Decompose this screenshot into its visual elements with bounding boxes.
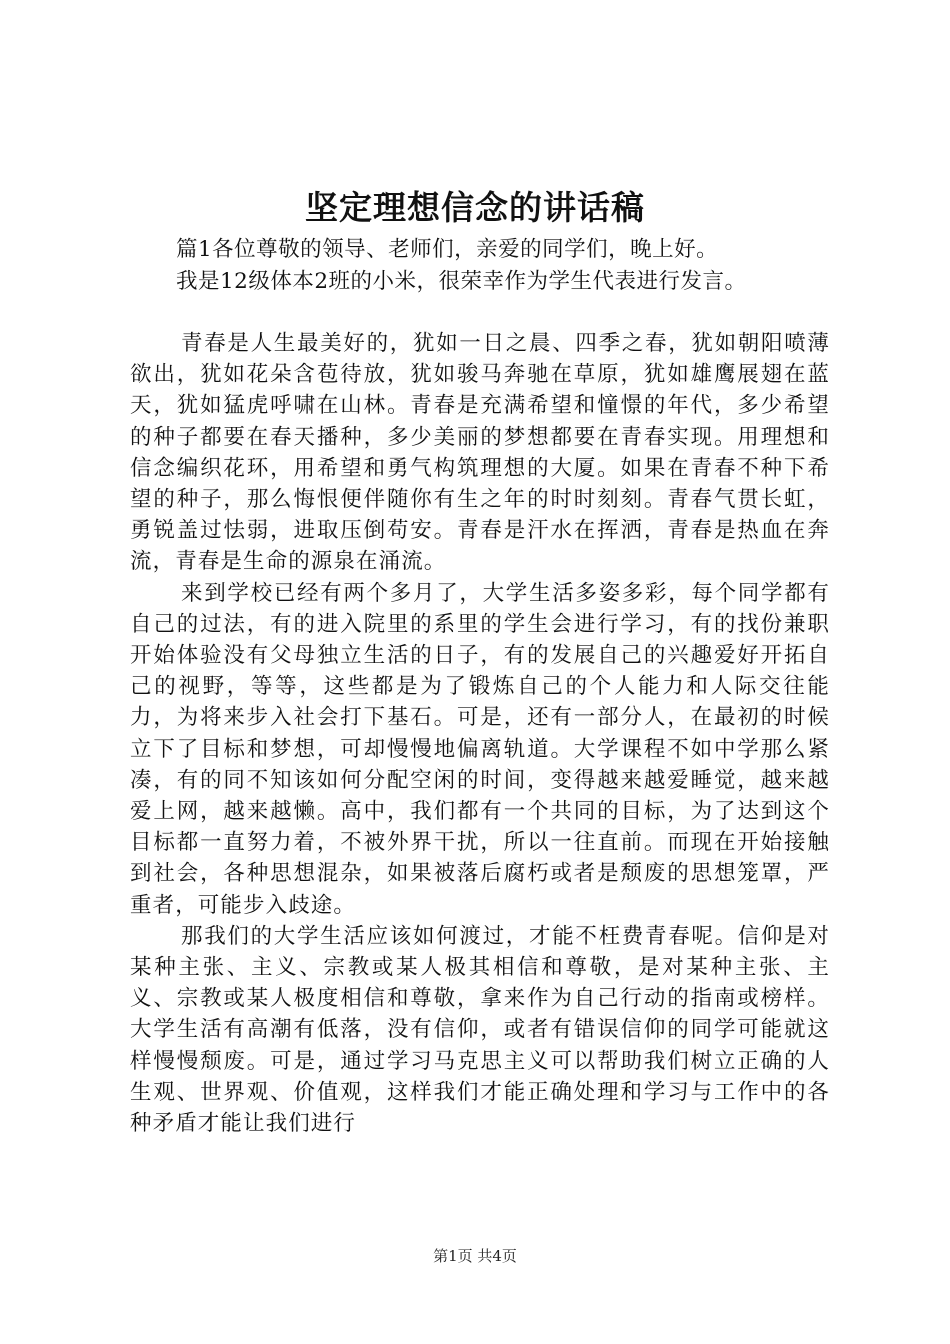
- paragraph-belief: 那我们的大学生活应该如何渡过，才能不枉费青春呢。信仰是对某种主张、主义、宗教或某人极其相信和尊敬，是对某种主张、主义、宗教或某人极度相信和尊敬，拿来作为自己行动的指南或榜样。大学生活有高潮有低落，没有信仰，或者有错误信仰的同学可能就这样慢慢颓废。可是，通过学习马克思主义可以帮助我们树立正确的人生观、世界观、价值观，这样我们才能正确处理和学习与工作中的各种矛盾才能让我们进行: [130, 923, 830, 1137]
- paragraph-youth: 青春是人生最美好的，犹如一日之晨、四季之春，犹如朝阳喷薄欲出，犹如花朵含苞待放，犹如骏马奔驰在草原，犹如雄鹰展翅在蓝天，犹如猛虎呼啸在山林。青春是充满希望和憧憬的年代，多少希望的种子都要在春天播种，多少美丽的梦想都要在青春实现。用理想和信念编织花环，用希望和勇气构筑理想的大厦。如果在青春不种下希望的种子，那么悔恨便伴随你有生之年的时时刻刻。青春气贯长虹，勇锐盖过怯弱，进取压倒苟安。青春是汗水在挥洒，青春是热血在奔流，青春是生命的源泉在涌流。: [130, 331, 830, 575]
- greeting-line-1: 篇1各位尊敬的领导、老师们，亲爱的同学们，晚上好。: [176, 237, 719, 262]
- greeting-line-2: 我是12级体本2班的小米，很荣幸作为学生代表进行发言。: [176, 269, 747, 294]
- document-body: [130, 328, 830, 1139]
- paragraph-university-life: 来到学校已经有两个多月了，大学生活多姿多彩，每个同学都有自己的过法，有的进入院里的系里的学生会进行学习，有的找份兼职开始体验没有父母独立生活的日子，有的发展自己的兴趣爱好开拓自己的视野，等等，这些都是为了锻炼自己的个人能力和人际交往能力，为将来步入社会打下基石。可是，还有一部分人，在最初的时候立下了目标和梦想，可却慢慢地偏离轨道。大学课程不如中学那么紧凑，有的同不知该如何分配空闲的时间，变得越来越爱睡觉，越来越爱上网，越来越懒。高中，我们都有一个共同的目标，为了达到这个目标都一直努力着，不被外界干扰，所以一往直前。而现在开始接触到社会，各种思想混杂，如果被落后腐朽或者是颓废的思想笼罩，严重者，可能步入歧途。: [130, 580, 830, 918]
- document-title: 坚定理想信念的讲话稿: [305, 188, 645, 227]
- page-footer: 第1页 共4页: [433, 1247, 517, 1265]
